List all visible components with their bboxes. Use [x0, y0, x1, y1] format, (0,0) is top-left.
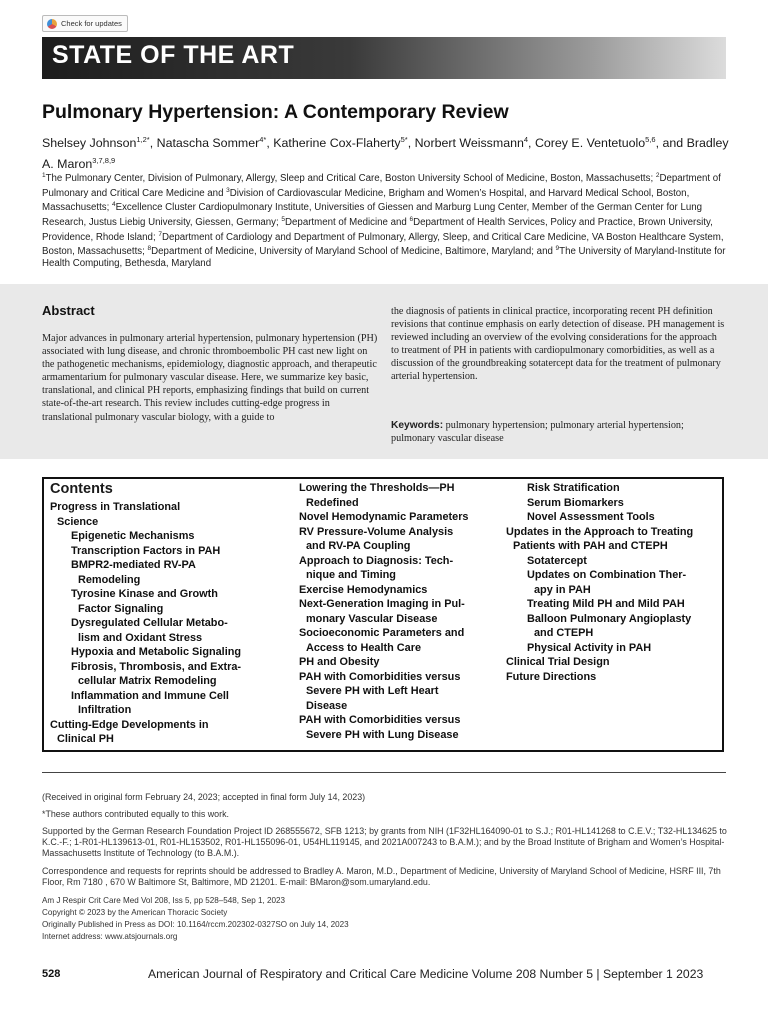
author-affiliation-marker: 5,6: [645, 135, 656, 144]
contents-entry[interactable]: Science: [57, 515, 99, 528]
contents-entry[interactable]: nique and Timing: [306, 569, 396, 581]
author-name: Natascha Sommer: [156, 136, 260, 151]
contents-entry[interactable]: Lowering the Thresholds—PH: [299, 482, 455, 494]
affiliation-text: Department of Cardiology and Department of Pulmonary, Allergy, Sleep, and Critical Care Medicine, VA Boston Healthcare System, Boston, Massachusetts;: [42, 231, 724, 258]
contents-entry[interactable]: Inflammation and Immune Cell: [71, 689, 229, 702]
affiliation-marker: 4: [112, 201, 116, 209]
author-name: Corey E. Ventetuolo: [534, 136, 646, 151]
author-list: Shelsey Johnson$^{1,2*}$, Natascha Sommer$^{4*}$, Katherine Cox-Flaherty$^{5*}$, Norbert Weissmann$^4$, Corey E. Ventetuolo$^{5,6}$, and Bradley A. Maron$^{3,7,8,9}$: [42, 135, 729, 172]
contents-entry[interactable]: Factor Signaling: [78, 602, 164, 615]
received-date: (Received in original form February 24, 2023; accepted in final form July 14, 2023): [42, 792, 366, 802]
contents-entry[interactable]: Tyrosine Kinase and Growth: [71, 588, 218, 600]
contents-entry[interactable]: BMPR2-mediated RV-PA: [71, 559, 196, 571]
contents-entry[interactable]: Epigenetic Mechanisms: [71, 530, 195, 542]
doi-line: Originally Published in Press as DOI: 10.1164/rccm.202302-0327SO on July 14, 2023: [42, 920, 349, 929]
contents-entry[interactable]: Dysregulated Cellular Metabo-: [71, 617, 228, 629]
abstract-heading: Abstract: [42, 303, 95, 318]
contents-entry[interactable]: Future Directions: [506, 670, 597, 683]
contents-entry[interactable]: Treating Mild PH and Mild PAH: [527, 598, 685, 610]
affiliation-text: Department of Medicine, University of Maryland School of Medicine, Baltimore, Maryland; and: [151, 246, 556, 258]
abstract-text-left: Major advances in pulmonary arterial hypertension, pulmonary hypertension (PH) associated with lung disease, and chronic thromboembolic PH cast new light on the pathogenetic mechanisms, epidemiology, diagnostic approach, and therapeutic armamentarium for pulmonary vascular disease. Here, we summarize key basic, translational, and clinical PH reports, emphasizing findings that build on current state-of-the-art research. This review includes cutting-edge progress in translational pulmonary vascular biology, with a guide to: [42, 333, 378, 423]
contents-heading: Contents: [50, 481, 113, 497]
contents-entry[interactable]: PH and Obesity: [299, 656, 380, 668]
contents-entry[interactable]: Clinical Trial Design: [506, 656, 610, 668]
contents-entry[interactable]: Serum Biomarkers: [527, 496, 624, 509]
contents-column-3: [506, 481, 693, 684]
affiliation-text: Department of Pulmonary and Critical Care Medicine and: [42, 173, 721, 199]
contents-entry[interactable]: Severe PH with Lung Disease: [306, 728, 459, 741]
crossmark-icon: [47, 19, 57, 29]
affiliation-text: The University of Maryland-Institute for Health Computing, Bethesda, Maryland: [42, 246, 726, 269]
affiliation-text: Excellence Cluster Cardiopulmonary Institute, Universities of Giessen and Marburg Lung Center, Member of the German Center for Lung Research, Justus Liebig University, Giessen, Germany;: [42, 202, 703, 229]
contents-entry[interactable]: Clinical PH: [57, 733, 114, 745]
abstract-text-right: the diagnosis of patients in clinical practice, incorporating recent PH definition revisions that continue emphasis on early detection of disease. PH management is reviewed including an overview of the evolving considerations for the approach to treatment of PH in patients with cardiopulmonary comorbidities, as well as a discussion of the groundbreaking sotatercept data for the treatment of pulmonary arterial hypertension.: [391, 306, 725, 383]
citation-line: Am J Respir Crit Care Med Vol 208, Iss 5, pp 528–548, Sep 1, 2023: [42, 896, 285, 905]
footnote-divider: [42, 772, 726, 773]
author-affiliation-marker: 1,2*: [136, 135, 150, 144]
affiliation-marker: 5: [281, 215, 286, 223]
contents-entry[interactable]: cellular Matrix Remodeling: [78, 675, 217, 687]
author-affiliation-marker: 4*: [259, 135, 267, 144]
contents-entry[interactable]: Socioeconomic Parameters and: [299, 627, 465, 639]
affiliation-marker: 6: [409, 215, 414, 223]
contents-entry[interactable]: Hypoxia and Metabolic Signaling: [71, 646, 242, 658]
contents-entry[interactable]: and CTEPH: [534, 627, 594, 639]
contents-entry[interactable]: Patients with PAH and CTEPH: [513, 540, 668, 552]
affiliation-text: The Pulmonary Center, Division of Pulmonary, Allergy, Sleep and Critical Care, Boston University School of Medicine, Boston, Massachusetts;: [45, 173, 656, 185]
contents-entry[interactable]: Infiltration: [78, 704, 132, 716]
contents-entry[interactable]: Transcription Factors in PAH: [71, 544, 221, 557]
copyright-line: Copyright © 2023 by the American Thoracic Society: [42, 908, 228, 917]
page-number: 528: [42, 968, 61, 980]
author-name: Shelsey Johnson: [42, 136, 137, 151]
article-title: Pulmonary Hypertension: A Contemporary Review: [42, 101, 509, 123]
correspondence-note: Correspondence and requests for reprints should be addressed to Bradley A. Maron, M.D., Department of Medicine, University of Maryland School of Medicine, HSRF III, 7th Floor, Rm 7180 , 670 W Baltimore St, Baltimore, MD 21201. E-mail: BMaron@som.umaryland.edu.: [42, 866, 721, 888]
keywords-label: Keywords:: [391, 420, 444, 431]
contents-entry[interactable]: Access to Health Care: [306, 641, 422, 654]
equal-contribution-note: *These authors contributed equally to this work.: [42, 809, 229, 819]
affiliation-marker: 1: [42, 172, 46, 179]
contents-entry[interactable]: Progress in Translational: [50, 501, 181, 513]
contents-entry[interactable]: Novel Assessment Tools: [527, 511, 655, 523]
author-affiliation-marker: 4: [523, 135, 529, 144]
contents-entry[interactable]: Remodeling: [78, 573, 141, 586]
contents-entry[interactable]: RV Pressure-Volume Analysis: [299, 525, 454, 538]
keywords: [391, 419, 727, 445]
contents-entry[interactable]: Physical Activity in PAH: [527, 641, 652, 654]
contents-column-2: [299, 481, 469, 742]
affiliation-text: Department of Health Services, Policy and Practice, Brown University, Providence, Rhode Island;: [42, 217, 713, 243]
affiliation-marker: 7: [158, 230, 162, 238]
contents-entry[interactable]: and RV-PA Coupling: [306, 540, 411, 552]
contents-entry[interactable]: Updates on Combination Ther-: [527, 569, 687, 581]
affiliation-text: Department of Medicine and: [285, 217, 410, 229]
contents-entry[interactable]: Fibrosis, Thrombosis, and Extra-: [71, 660, 242, 673]
contents-entry[interactable]: Novel Hemodynamic Parameters: [299, 511, 469, 523]
contents-column-1: [50, 500, 241, 747]
affiliation-marker: 9: [555, 245, 560, 253]
affiliation-marker: 2: [655, 172, 660, 179]
journal-footer: American Journal of Respiratory and Critical Care Medicine Volume 208 Number 5 | September 1 2023: [148, 967, 704, 981]
check-for-updates-label: Check for updates: [61, 19, 122, 28]
affiliations: [42, 170, 732, 269]
contents-entry[interactable]: apy in PAH: [534, 583, 591, 596]
contents-entry[interactable]: monary Vascular Disease: [306, 612, 438, 625]
author-name: Katherine Cox-Flaherty: [273, 136, 401, 151]
affiliation-marker: 8: [147, 245, 152, 253]
funding-note: Supported by the German Research Foundation Project ID 268555672, SFB 1213; by grants from NIH (1F32HL164090-01 to S.J.; R01-HL141268 to C.E.V.; T32-HL134625 to K.C.-F.; 1-R01-HL139613-01, R01-HL153502, R01-HL155096-01, U54HL119145, and 2021A007243 to B.A.M.); and by the Broad Institute of Brigham and Women’s Hospital-Massachusetts Institute of Technology (to B.A.M.).: [42, 826, 727, 859]
internet-address-link[interactable]: Internet address: www.atsjournals.org: [42, 932, 178, 941]
section-banner-label: STATE OF THE ART: [52, 41, 295, 69]
author-name: and Bradley A. Maron: [42, 136, 729, 172]
contents-entry[interactable]: PAH with Comorbidities versus: [299, 714, 461, 726]
keywords-text: pulmonary hypertension; pulmonary arterial hypertension; pulmonary vascular disease: [391, 420, 684, 445]
contents-entry[interactable]: Redefined: [306, 496, 359, 509]
author-affiliation-marker: 5*: [400, 135, 408, 144]
affiliation-text: Division of Cardiovascular Medicine, Brigham and Women’s Hospital, and Harvard Medical School, Boston, Massachusetts;: [42, 187, 690, 214]
affiliation-marker: 3: [226, 186, 230, 194]
contents-entry[interactable]: Sotatercept: [527, 554, 587, 567]
contents-entry[interactable]: Exercise Hemodynamics: [299, 583, 428, 596]
contents-entry[interactable]: PAH with Comorbidities versus: [299, 670, 461, 683]
contents-entry[interactable]: Updates in the Approach to Treating: [506, 525, 694, 538]
contents-entry[interactable]: Balloon Pulmonary Angioplasty: [527, 612, 692, 625]
contents-entry[interactable]: Approach to Diagnosis: Tech-: [299, 554, 454, 567]
check-for-updates-button[interactable]: [42, 15, 128, 32]
contents-entry[interactable]: Risk Stratification: [527, 482, 620, 494]
contents-entry[interactable]: lism and Oxidant Stress: [78, 631, 203, 644]
contents-entry[interactable]: Disease: [306, 699, 348, 712]
author-name: Norbert Weissmann: [414, 136, 524, 151]
contents-entry[interactable]: Next-Generation Imaging in Pul-: [299, 598, 465, 610]
contents-entry[interactable]: Severe PH with Left Heart: [306, 685, 439, 697]
author-affiliation-marker: 3,7,8,9: [92, 156, 116, 166]
contents-entry[interactable]: Cutting-Edge Developments in: [50, 718, 209, 731]
